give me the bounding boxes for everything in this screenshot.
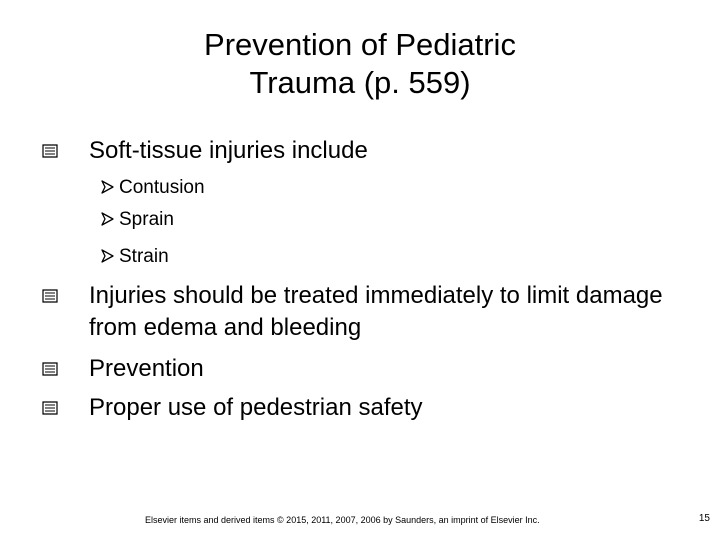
bullet-icon — [40, 353, 60, 385]
arrow-bullet-icon — [101, 245, 119, 269]
sub-bullet-text: Strain — [119, 246, 169, 267]
bullet-icon — [40, 392, 60, 424]
bullet-item — [40, 353, 680, 385]
bullet-item — [40, 280, 680, 344]
slide-title — [60, 26, 660, 102]
sub-bullet-item — [101, 208, 174, 232]
bullet-text: Prevention — [89, 355, 204, 382]
copyright-footer: Elsevier items and derived items © 2015, 2011, 2007, 2006 by Saunders, an imprint of Elsevier Inc. — [145, 515, 540, 525]
slide-title-line-1: Prevention of Pediatric — [204, 27, 516, 62]
sub-bullet-item — [101, 176, 205, 200]
bullet-text: Soft-tissue injuries include — [89, 137, 368, 164]
bullet-icon — [40, 280, 60, 312]
sub-bullet-text: Contusion — [119, 177, 205, 198]
bullet-item — [40, 135, 680, 167]
sub-bullet-text: Sprain — [119, 209, 174, 230]
bullet-text: Injuries should be treated immediately to limit damage from edema and bleeding — [89, 282, 663, 341]
bullet-item — [40, 392, 680, 424]
slide-title-line-2: Trauma (p. 559) — [249, 65, 471, 100]
bullet-icon — [40, 135, 60, 167]
arrow-bullet-icon — [101, 208, 119, 232]
page-number: 15 — [698, 513, 710, 524]
arrow-bullet-icon — [101, 176, 119, 200]
sub-bullet-item — [101, 245, 169, 269]
bullet-text: Proper use of pedestrian safety — [89, 394, 423, 421]
